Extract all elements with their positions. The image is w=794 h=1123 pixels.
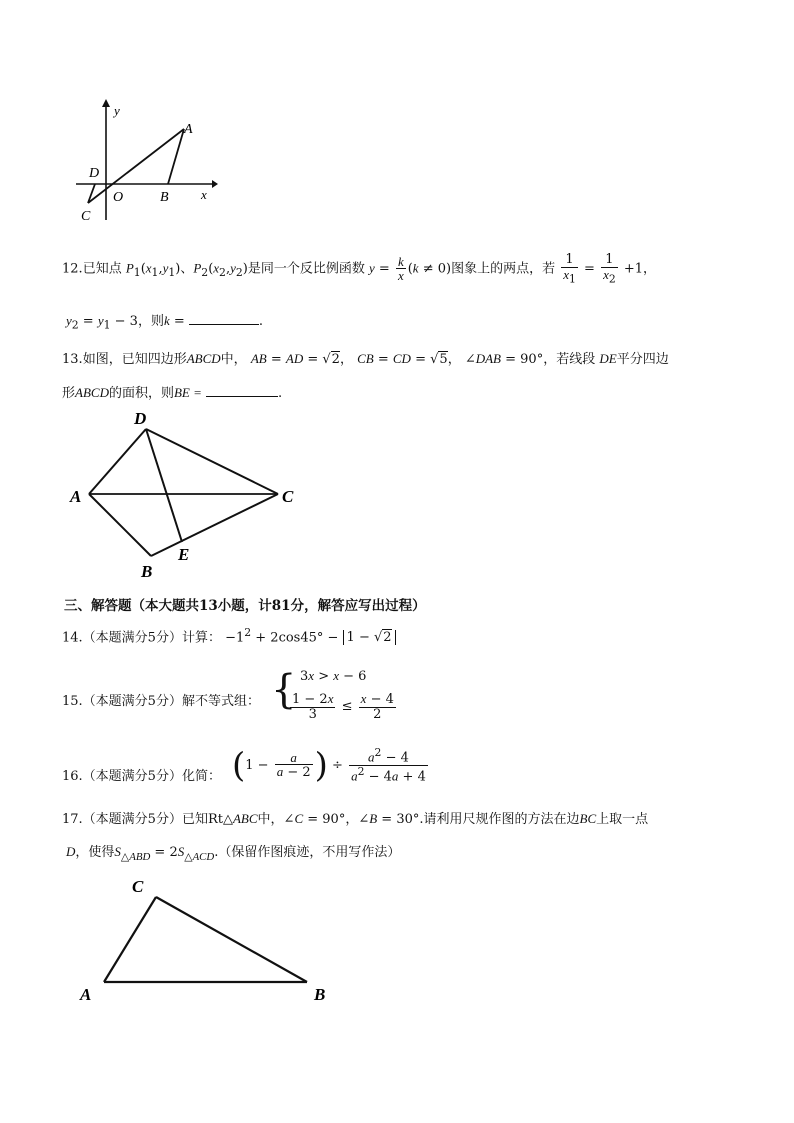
question-13-line2: 形ABCD的面积，则BE = . bbox=[62, 385, 283, 401]
section-3-heading: 三、解答题（本大题共13小题，计81分，解答应写出过程） bbox=[64, 598, 426, 614]
figure-axes-triangle bbox=[70, 95, 220, 225]
answer-blank-13[interactable] bbox=[206, 396, 278, 397]
inequality-1: 3x > x − 6 bbox=[300, 668, 367, 684]
figure-right-triangle-ABC bbox=[74, 870, 344, 1010]
question-17-line2: D，使得$S_{\triangle ABD} = 2S_{\triangle ACD}$.（保留作图痕迹，不用写作法） bbox=[66, 844, 401, 863]
fig13-label-E: E bbox=[178, 545, 190, 564]
figure-quadrilateral-ABCD bbox=[66, 405, 316, 585]
fig13-label-A: A bbox=[70, 487, 82, 506]
fig11-label-x: x bbox=[201, 187, 207, 202]
fig13-label-C: C bbox=[282, 487, 294, 506]
fig13-label-B: B bbox=[141, 562, 153, 581]
fig11-label-y: y bbox=[114, 103, 120, 118]
question-12-line2: $y_2 = y_1 - 3$，则k = . bbox=[66, 313, 264, 332]
question-15-label: 15.（本题满分5分）解不等式组： bbox=[62, 694, 260, 709]
fig17-label-C: C bbox=[132, 877, 144, 896]
inequality-system-brace: { bbox=[271, 667, 297, 713]
question-16-label: 16.（本题满分5分）化简： bbox=[62, 769, 221, 784]
question-13-line1: 13.如图，已知四边形ABCD中， AB = AD = √2， CB = CD = √5， ∠DAB = 90°，若线段 DE平分四边 bbox=[62, 351, 669, 367]
fig11-label-O: O bbox=[113, 190, 124, 205]
fig13-label-D: D bbox=[134, 409, 147, 428]
question-14: 14.（本题满分5分）计算： $-1^2 + 2\cos 45^\circ - 1 - √2$ bbox=[62, 626, 396, 645]
fig11-label-C: C bbox=[81, 209, 91, 224]
fig17-label-B: B bbox=[314, 985, 326, 1004]
fig11-label-D: D bbox=[89, 166, 100, 181]
fig17-label-A: A bbox=[80, 985, 92, 1004]
fig11-label-B: B bbox=[160, 190, 169, 205]
answer-blank-12[interactable] bbox=[189, 324, 259, 325]
fig11-label-A: A bbox=[184, 122, 193, 137]
simplify-expression: (1 − $\frac{a}{a - 2}$ ) ÷ $\frac{a^2 - 4}{a^2 - 4a + 4}$ bbox=[232, 745, 426, 786]
question-12-line1: 12.已知点 $P_1(x_1,y_1)$、$P_2(x_2,y_2)$是同一个反比例函数 y = $\frac{k}{x}$ (k ≠ 0)图象上的两点，若 $\frac{1}{x_1}$ = $\frac{1}{x_2}$ +1， bbox=[62, 252, 657, 286]
inequality-2: $\frac{1 - 2x}{3}$ ≤ $\frac{x - 4}{2}$ bbox=[292, 691, 394, 722]
question-17-line1: 17.（本题满分5分）已知Rt△ABC中，∠C = 90°，∠B = 30°.请利用尺规作图的方法在边BC上取一点 bbox=[62, 811, 649, 827]
